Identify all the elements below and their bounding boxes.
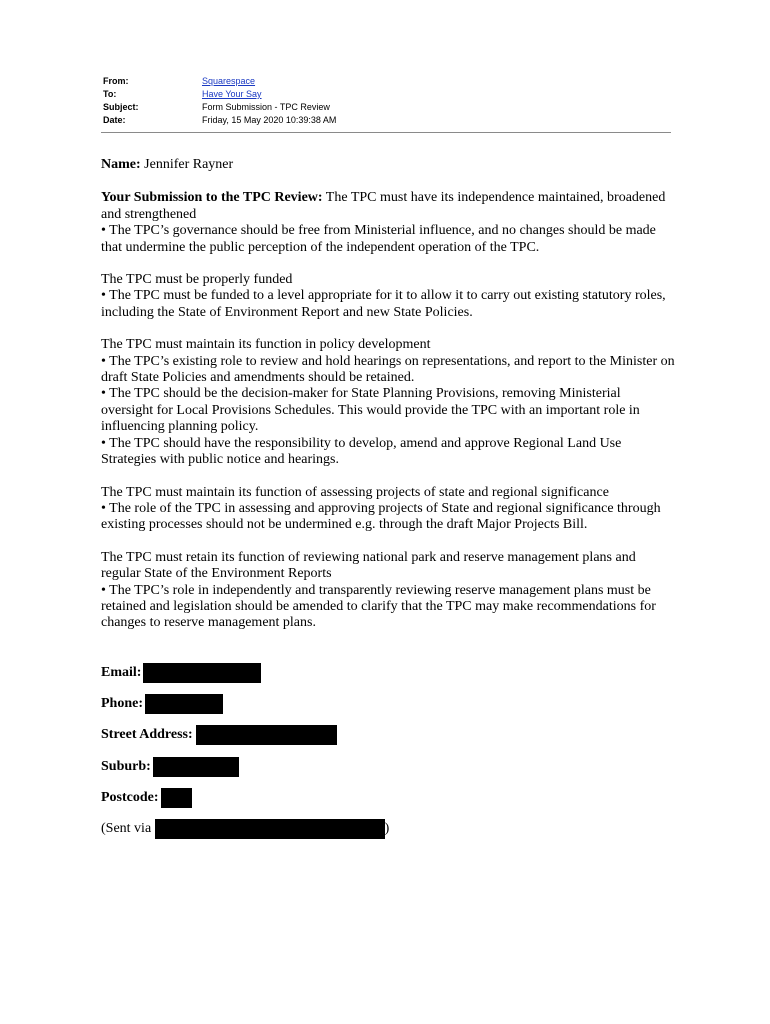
section-3-bullet-2: • The TPC should be the decision-maker for State Planning Provisions, removing Ministerial oversight for Local Provisions Schedules. This would provide the TPC with an important role in influencing planning policy. xyxy=(101,386,640,435)
section-1-heading: The TPC must have its independence maintained, broadened and strengthened xyxy=(101,190,666,222)
phone-field xyxy=(101,693,223,715)
section-1-bullet-1: • The TPC’s governance should be free from Ministerial influence, and no changes should be made that undermine the public perception of the independent operation of the TPC. xyxy=(101,223,656,255)
date-row xyxy=(103,114,671,127)
postcode-field xyxy=(101,787,192,809)
sent-via-prefix: (Sent via xyxy=(101,821,155,836)
suburb-label: Suburb: xyxy=(101,759,151,774)
email-redaction xyxy=(143,663,261,683)
to-link[interactable]: Have Your Say xyxy=(202,89,262,99)
sent-via-line xyxy=(101,818,389,840)
date-label: Date: xyxy=(103,115,126,125)
section-3-heading: The TPC must maintain its function in policy development xyxy=(101,337,431,353)
email-field xyxy=(101,662,261,684)
phone-label: Phone: xyxy=(101,696,143,711)
section-4-heading: The TPC must maintain its function of assessing projects of state and regional significance xyxy=(101,484,609,500)
suburb-field xyxy=(101,756,239,778)
postcode-label: Postcode: xyxy=(101,790,159,805)
from-link[interactable]: Squarespace xyxy=(202,76,256,86)
date-value: Friday, 15 May 2020 10:39:38 AM xyxy=(202,115,337,125)
street-address-label: Street Address: xyxy=(101,727,193,742)
subject-value: Form Submission - TPC Review xyxy=(202,102,330,112)
section-3-bullet-1: • The TPC’s existing role to review and hold hearings on representations, and report to the Minister on draft State Policies and amendments should be retained. xyxy=(101,353,675,386)
name-line xyxy=(101,157,676,173)
submission-section-1 xyxy=(101,190,676,223)
from-label: From: xyxy=(103,76,129,86)
submission-label: Your Submission to the TPC Review: xyxy=(101,190,323,206)
suburb-redaction xyxy=(153,757,239,777)
section-2-heading: The TPC must be properly funded xyxy=(101,272,293,288)
message-body xyxy=(101,157,676,632)
section-3-bullet-3: • The TPC should have the responsibility to develop, amend and approve Regional Land Use Strategies with public notice and hearings. xyxy=(101,435,622,468)
header-divider xyxy=(101,132,671,133)
postcode-redaction xyxy=(161,788,192,808)
name-label: Name: xyxy=(101,157,141,172)
phone-redaction xyxy=(145,694,223,714)
street-address-field xyxy=(101,724,337,746)
section-5-bullet-1: • The TPC’s role in independently and transparently reviewing reserve management plans must be retained and legislation should be amended to clarify that the TPC may make recommendations for changes to reserve management plans. xyxy=(101,582,656,631)
to-label: To: xyxy=(103,89,117,99)
subject-row xyxy=(103,101,671,114)
from-row xyxy=(103,75,671,88)
section-2-bullet-1: • The TPC must be funded to a level appropriate for it to allow it to carry out existing statutory roles, including the State of Environment Report and new State Policies. xyxy=(101,288,666,320)
sent-via-redaction xyxy=(155,819,385,839)
section-4-bullet-1: • The role of the TPC in assessing and approving projects of State and regional significance through existing processes should not be undermined e.g. through the draft Major Projects Bill. xyxy=(101,500,661,533)
email-header xyxy=(103,75,671,127)
sent-via-suffix: ) xyxy=(384,821,390,836)
name-value: Jennifer Rayner xyxy=(140,157,234,172)
subject-label: Subject: xyxy=(103,102,139,112)
email-label: Email: xyxy=(101,665,142,680)
section-5-heading: The TPC must retain its function of reviewing national park and reserve management plans and regular State of the Environment Reports xyxy=(101,549,636,582)
street-address-redaction xyxy=(196,725,337,745)
to-row xyxy=(103,88,671,101)
